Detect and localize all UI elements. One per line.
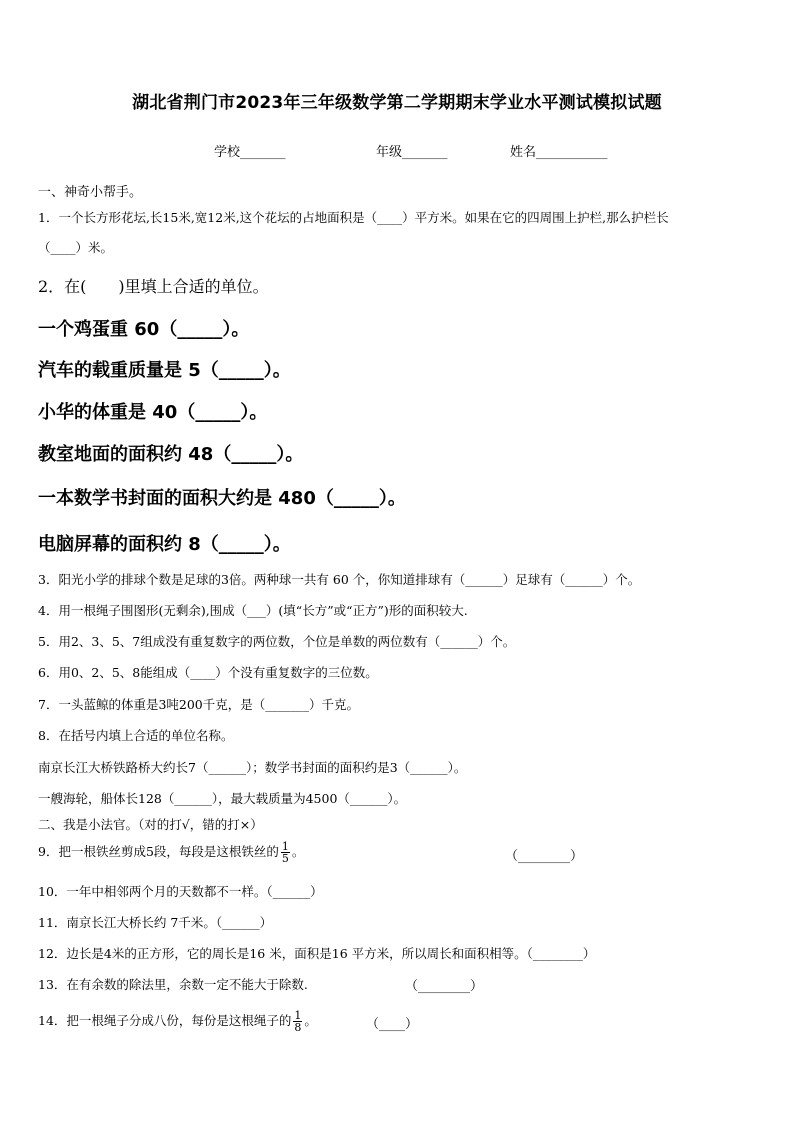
question-2-item-6: 电脑屏幕的面积约 8（_____）。 xyxy=(38,534,291,555)
question-2-item-1: 一个鸡蛋重 60（_____）。 xyxy=(38,319,250,340)
question-2-intro: 2．在( )里填上合适的单位。 xyxy=(38,277,269,296)
question-2-item-4: 教室地面的面积约 48（_____）。 xyxy=(38,444,304,465)
question-5: 5．用2、3、5、7组成没有重复数字的两位数，个位是单数的两位数有（______）个。 xyxy=(38,634,516,649)
question-14-tail: 。 xyxy=(304,1013,317,1028)
question-13-answer-blank[interactable]: （________） xyxy=(405,979,484,994)
question-1-line1: 1．一个长方形花坛,长15米,宽12米,这个花坛的占地面积是（____）平方米。如果在它的四周围上护栏,那么护栏长 xyxy=(38,210,669,225)
question-14-answer-blank[interactable]: （____） xyxy=(366,1017,419,1032)
question-1-line2: （____）米。 xyxy=(38,240,114,255)
school-label: 学校_______ xyxy=(214,145,286,160)
question-14-text: 14．把一根绳子分成八份，每份是这根绳子的 xyxy=(38,1013,292,1028)
grade-label: 年级_______ xyxy=(376,145,448,160)
question-14 xyxy=(38,1003,317,1039)
question-9-tail: 。 xyxy=(291,844,305,859)
fraction-numerator: 1 xyxy=(294,1009,302,1022)
question-8-line1: 南京长江大桥铁路桥大约长7（______）；数学书封面的面积约是3（______）。 xyxy=(38,760,467,775)
question-9 xyxy=(38,836,304,868)
question-7: 7．一头蓝鲸的体重是3吨200千克，是（_______）千克。 xyxy=(38,697,360,712)
name-label: 姓名___________ xyxy=(510,145,608,160)
question-2-item-5: 一本数学书封面的面积大约是 480（_____）。 xyxy=(38,488,406,509)
question-8-intro: 8．在括号内填上合适的单位名称。 xyxy=(38,728,234,743)
question-2-item-3: 小华的体重是 40（_____）。 xyxy=(38,402,268,423)
question-12: 12．边长是4米的正方形，它的周长是16 米，面积是16 平方米，所以周长和面积相等。（________） xyxy=(38,946,596,961)
fraction-one-fifth xyxy=(281,841,290,864)
question-3: 3．阳光小学的排球个数是足球的3倍。两种球一共有 60 个，你知道排球有（______）足球有（______）个。 xyxy=(38,572,641,587)
question-11: 11．南京长江大桥长约 7千米。（______） xyxy=(38,915,273,930)
question-10: 10．一年中相邻两个月的天数都不一样。（______） xyxy=(38,884,323,899)
question-4: 4．用一根绳子围图形(无剩余),围成（___）(填“长方”或“正方”)形的面积较大. xyxy=(38,603,468,618)
question-9-answer-blank[interactable]: （________） xyxy=(505,849,584,864)
fraction-denominator: 8 xyxy=(294,1021,302,1034)
question-6: 6．用0、2、5、8能组成（____）个没有重复数字的三位数。 xyxy=(38,665,378,680)
section1-heading: 一、神奇小帮手。 xyxy=(38,185,143,200)
question-2-item-2: 汽车的载重质量是 5（_____）。 xyxy=(38,360,291,381)
fraction-one-eighth xyxy=(293,1010,302,1033)
question-9-text: 9．把一根铁丝剪成5段，每段是这根铁丝的 xyxy=(38,844,279,859)
question-8-line2: 一艘海轮，船体长128（______），最大载质量为4500（______）。 xyxy=(38,791,407,806)
fraction-denominator: 5 xyxy=(281,852,289,865)
question-13-text: 13．在有余数的除法里，余数一定不能大于除数. xyxy=(38,977,308,992)
fraction-numerator: 1 xyxy=(281,840,289,853)
section2-heading: 二、我是小法官。（对的打√，错的打×） xyxy=(38,817,263,832)
page-title: 湖北省荆门市2023年三年级数学第二学期期末学业水平测试模拟试题 xyxy=(132,93,662,113)
